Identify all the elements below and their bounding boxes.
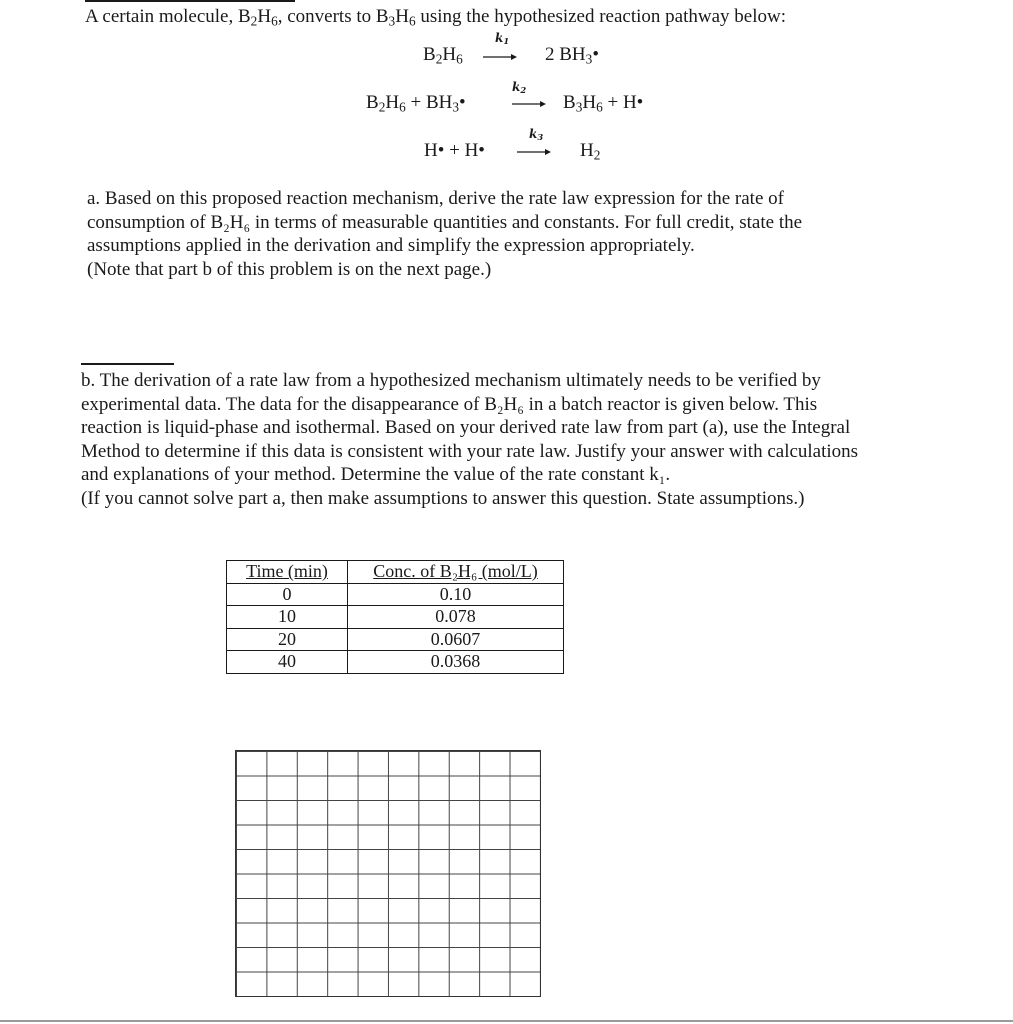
reaction-3-reactants: H• + H•: [424, 140, 485, 161]
part-b-line: b. The derivation of a rate law from a hypothesized mechanism ultimately needs to be verified by: [81, 370, 821, 391]
time-cell: 20: [227, 628, 348, 651]
concentration-cell: 0.0368: [348, 651, 564, 674]
part-b-line: Method to determine if this data is consistent with your rate law. Justify your answer with calculations: [81, 440, 859, 462]
reaction-3-arrow: [517, 147, 551, 157]
part-a-line: consumption of B₂H₆ in terms of measurable quantities and constants. For full credit, state the: [87, 211, 803, 233]
rate-constant-k3: $k_3$: [529, 127, 544, 143]
concentration-cell: 0.078: [348, 606, 564, 629]
reaction-1-reactants: $B_2H_6$: [423, 44, 463, 67]
header-time: Time (min): [227, 561, 348, 584]
part-b-question: [81, 369, 858, 510]
part-a-line: (Note that part b of this problem is on the next page.): [87, 258, 492, 280]
blank-graph-grid: [235, 750, 541, 997]
intro-sentence: A certain molecule, $B_2H_6$, converts to $B_3H_6$ using the hypothesized reaction pathway below:: [85, 6, 786, 29]
table-row: [227, 651, 564, 674]
reaction-2-arrow: [512, 99, 546, 109]
reaction-3-products: $H_2$: [580, 140, 601, 163]
part-a-line: a. Based on this proposed reaction mechanism, derive the rate law expression for the rate of: [87, 188, 784, 209]
time-cell: 10: [227, 606, 348, 629]
top-rule: [85, 0, 295, 2]
header-concentration: Conc. of B₂H₆ (mol/L): [348, 561, 564, 584]
reaction-1-arrow: [483, 52, 517, 62]
table-row: [227, 606, 564, 629]
part-b-line: experimental data. The data for the disappearance of B₂H₆ in a batch reactor is given below. This: [81, 393, 818, 415]
concentration-cell: 0.10: [348, 583, 564, 606]
time-cell: 0: [227, 583, 348, 606]
concentration-cell: 0.0607: [348, 628, 564, 651]
part-b-line: (If you cannot solve part a, then make assumptions to answer this question. State assumptions.): [81, 487, 805, 509]
concentration-data-table: [226, 560, 564, 674]
page-bottom-edge: [0, 1020, 1013, 1022]
table-row: [227, 628, 564, 651]
rate-constant-k2: $k_2$: [512, 80, 527, 96]
reaction-2-products: $B_3H_6$ + H•: [563, 92, 644, 115]
table-header-row: [227, 561, 564, 584]
part-b-line: and explanations of your method. Determine the value of the rate constant k₁.: [81, 464, 671, 485]
rate-constant-k1: $k_1$: [495, 31, 510, 47]
part-a-line: assumptions applied in the derivation and simplify the expression appropriately.: [87, 235, 695, 256]
part-b-rule: [81, 363, 174, 365]
reaction-2-reactants: $B_2H_6$ + $BH_3•$: [366, 92, 466, 115]
reaction-1-products: 2 $BH_3•$: [545, 44, 599, 67]
part-a-question: [87, 187, 802, 281]
time-cell: 40: [227, 651, 348, 674]
table-row: [227, 583, 564, 606]
part-b-line: reaction is liquid-phase and isothermal. Based on your derived rate law from part (a), use the Integral: [81, 417, 851, 438]
